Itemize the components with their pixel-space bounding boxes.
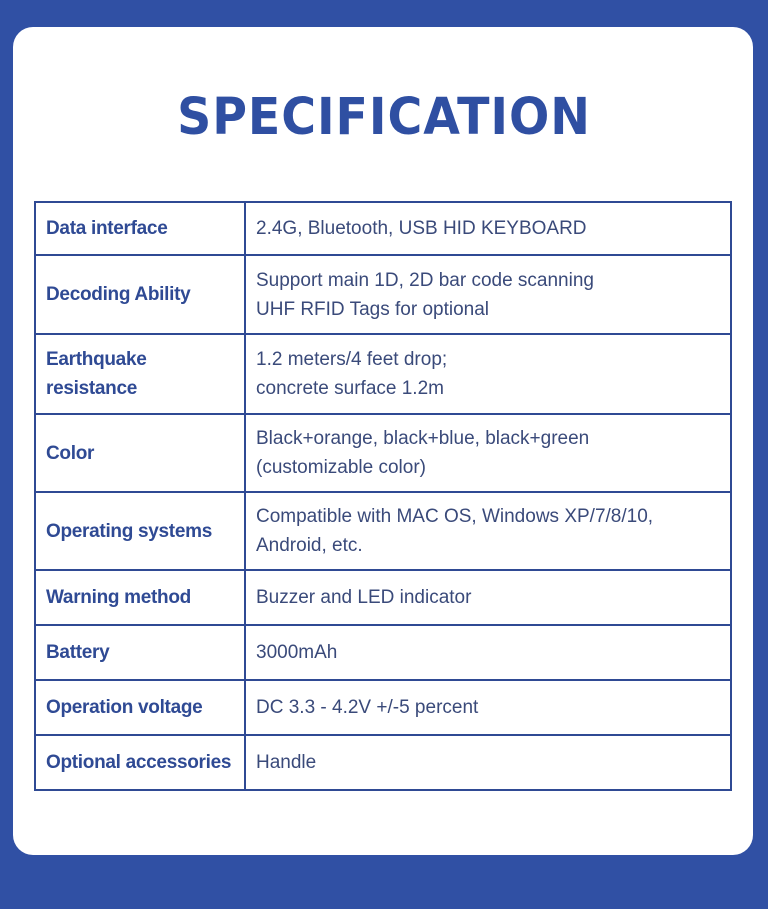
spec-value-cell — [245, 680, 731, 735]
spec-label: Decoding Ability — [46, 284, 191, 305]
spec-label: Operation voltage — [46, 697, 203, 718]
spec-value: UHF RFID Tags for optional — [256, 298, 490, 320]
spec-value: concrete surface 1.2m — [256, 378, 444, 399]
spec-label: Data interface — [46, 218, 168, 239]
spec-label: Battery — [46, 642, 110, 663]
table-row — [35, 202, 731, 255]
spec-value: (customizable color) — [256, 457, 426, 478]
spec-value: 2.4G, Bluetooth, USB HID KEYBOARD — [256, 218, 587, 239]
table-row — [35, 492, 731, 570]
spec-value-cell — [245, 255, 731, 334]
spec-label-cell — [35, 680, 245, 735]
table-row — [35, 414, 731, 492]
spec-label: Operating systems — [46, 520, 212, 542]
spec-value-cell — [245, 625, 731, 680]
spec-label: Earthquake — [46, 349, 147, 370]
spec-label-cell — [35, 334, 245, 414]
spec-label: Optional accessories — [46, 752, 232, 773]
table-row — [35, 570, 731, 625]
spec-value-cell — [245, 570, 731, 625]
spec-label-cell — [35, 414, 245, 492]
spec-value: Android, etc. — [256, 535, 363, 556]
table-row — [35, 255, 731, 334]
spec-value: Black+orange, black+blue, black+green — [256, 428, 590, 449]
spec-value-cell — [245, 735, 731, 790]
table-row — [35, 334, 731, 414]
spec-label-cell — [35, 492, 245, 570]
spec-label: resistance — [46, 378, 138, 399]
spec-value: DC 3.3 - 4.2V +/-5 percent — [256, 697, 479, 718]
table-row — [35, 625, 731, 680]
spec-label: Warning method — [46, 587, 191, 608]
spec-value-cell — [245, 334, 731, 414]
spec-value: Handle — [256, 752, 317, 773]
spec-value-cell — [245, 492, 731, 570]
spec-value: Support main 1D, 2D bar code scanning — [256, 269, 594, 291]
spec-label: Color — [46, 442, 95, 464]
spec-value-cell — [245, 202, 731, 255]
spec-label-cell — [35, 735, 245, 790]
spec-value: 1.2 meters/4 feet drop; — [256, 349, 448, 370]
spec-label-cell — [35, 255, 245, 334]
spec-value: Compatible with MAC OS, Windows XP/7/8/10, — [256, 506, 654, 527]
table-row — [35, 680, 731, 735]
spec-label-cell — [35, 570, 245, 625]
spec-label-cell — [35, 625, 245, 680]
spec-label-cell — [35, 202, 245, 255]
spec-table — [34, 201, 732, 791]
page-title: SPECIFICATION — [177, 88, 591, 147]
spec-value: Buzzer and LED indicator — [256, 587, 472, 608]
table-row — [35, 735, 731, 790]
spec-value-cell — [245, 414, 731, 492]
spec-value: 3000mAh — [256, 642, 338, 663]
